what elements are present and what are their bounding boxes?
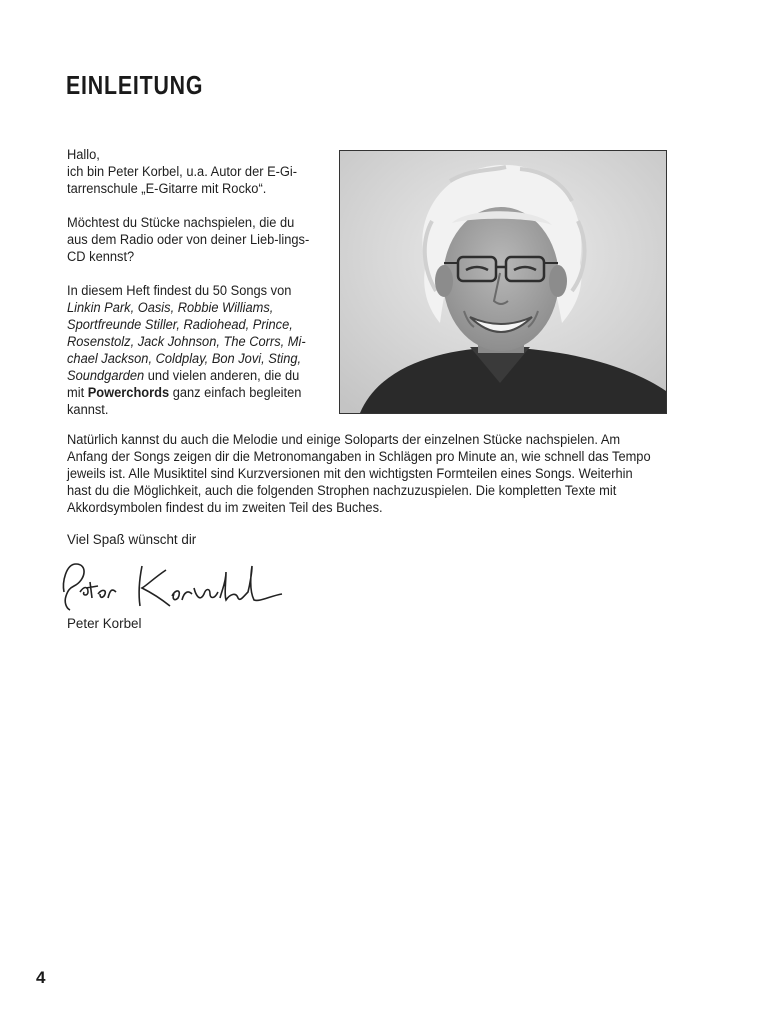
intro-paragraph-1 [67, 146, 319, 197]
page-number: 4 [36, 968, 46, 987]
intro-text [67, 146, 319, 435]
author-photo [339, 150, 667, 414]
intro-p3-mid: und vielen anderen, die du mit [67, 368, 300, 400]
signature-image [54, 552, 286, 616]
intro-p3-start: In diesem Heft findest du 50 Songs von [67, 283, 292, 298]
intro-line-1: Hallo, [67, 147, 100, 162]
portrait-image [340, 151, 666, 413]
intro-line-3: tarrenschule „E-Gitarre mit Rocko“. [67, 181, 267, 196]
intro-paragraph-3 [67, 282, 319, 418]
intro-paragraph-2: Möchtest du Stücke nachspielen, die du aus dem Radio oder von deiner Lieb-lings-CD kennst? [67, 215, 310, 264]
intro-p3-end: ganz einfach begleiten kannst. [67, 385, 302, 417]
greeting: Viel Spaß wünscht dir [67, 532, 197, 547]
body-paragraph: Natürlich kannst du auch die Melodie und einige Soloparts der einzelnen Stücke nachspielen. Am Anfang der Songs zeigen dir die Metronomangaben in Schlägen pro Minute an, wie schnell das Tempo jeweils ist. Alle Musiktitel sind Kurzversionen mit den wichtigsten Formteilen eines Songs. Weiterhin hast du die Möglichkeit, auch die folgenden Strophen nachzuzuspielen. Die kompletten Texte mit Akkordsymbolen findest du im zweiten Teil des Buches. [67, 432, 651, 515]
artist-list: Linkin Park, Oasis, Robbie Williams, Sportfreunde Stiller, Radiohead, Prince, Rosenstolz, Jack Johnson, The Corrs, Mi-chael Jackson, Coldplay, Bon Jovi, Sting, Soundgarden [67, 300, 306, 383]
intro-line-2: ich bin Peter Korbel, u.a. Autor der E-Gi- [67, 164, 298, 179]
author-name: Peter Korbel [67, 616, 142, 631]
powerchords-term: Powerchords [87, 385, 170, 400]
page-title: EINLEITUNG [66, 70, 204, 100]
